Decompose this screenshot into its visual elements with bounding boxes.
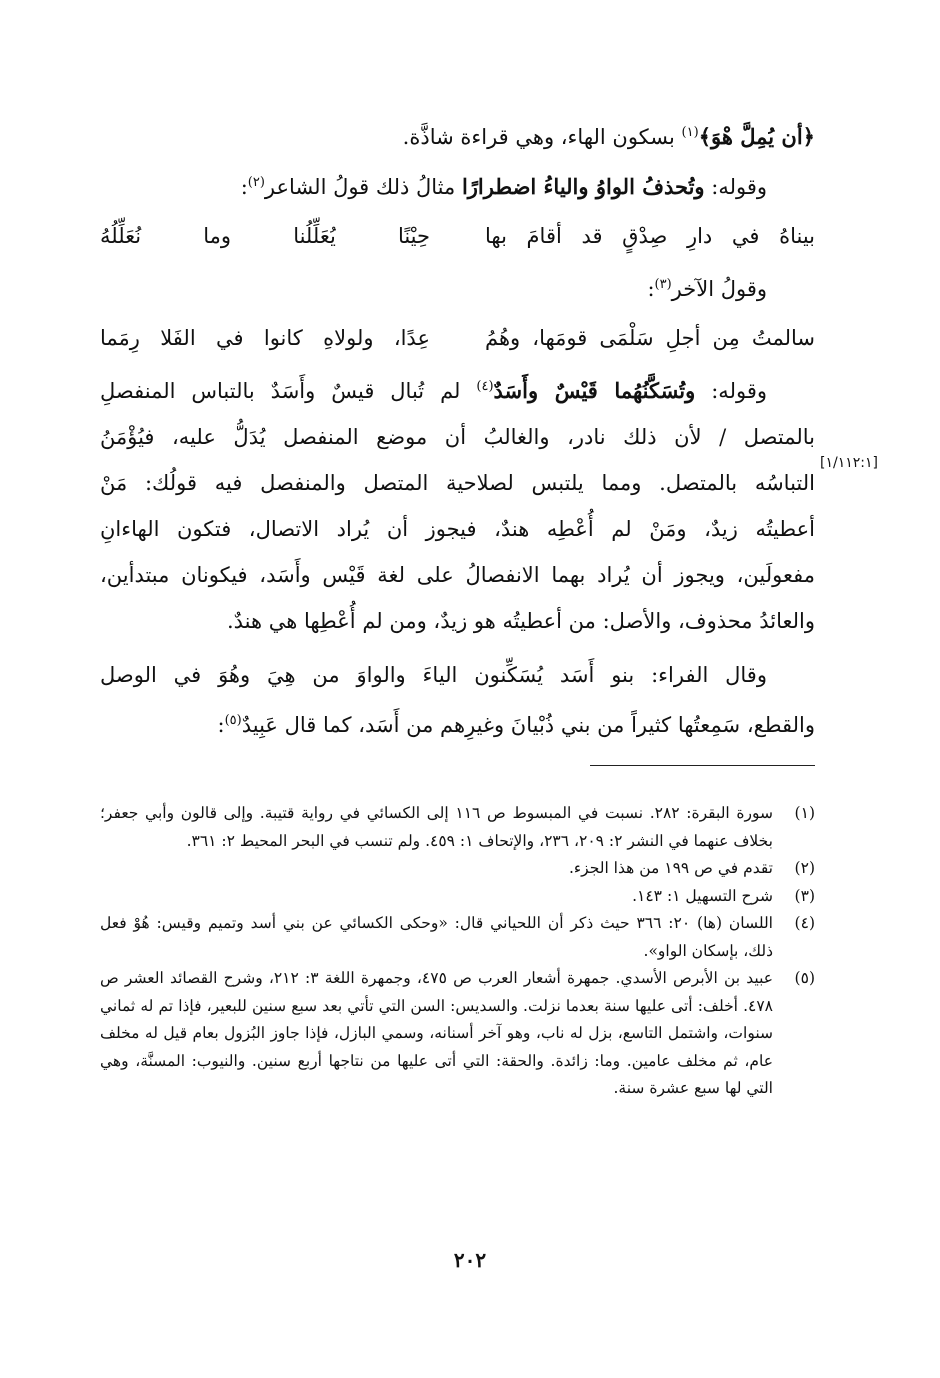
footnote <box>100 800 815 855</box>
text-span: لم تُبال قيسٌ وأَسَدٌ بالتباس المنفصلِ <box>100 379 477 403</box>
main-text <box>100 110 815 748</box>
footnote-number: (٣) <box>794 886 815 905</box>
verse-first-hemistich: سالمتُ مِن أجلِ سَلْمَى قومَها، وهُمُ <box>485 326 815 350</box>
footnote-number: (٥) <box>794 969 815 987</box>
footnote-ref: (٤) <box>476 379 494 394</box>
text-span: بسكون الهاء، وهي قراءة شاذَّة. <box>402 125 682 149</box>
footnote-text: اللسان (ها) ٢٠: ٣٦٦ حيث ذكر أن اللحياني قال: «وحكى الكسائي عن بني أسد وتميم وقيس: هُوْ فعل ذلك، بإسكان الواو». <box>100 914 773 960</box>
footnote <box>100 965 815 1103</box>
poetry-verse <box>100 312 815 364</box>
footnote-text: سورة البقرة: ٢٨٢. نسبت في المبسوط ص ١١٦ إلى الكسائي في رواية قتيبة. وإلى قالون وأبي جعفر؛ بخلاف عنهما في النشر ٢: ٢٠٩، ٢٣٦، والإتحاف ١: ٤٥٩. ولم تنسب في البحر المحيط ٢: ٣٦١. <box>100 804 774 850</box>
text-span: وقوله: <box>695 379 767 403</box>
text-line <box>100 110 815 160</box>
text-span: : <box>240 175 248 199</box>
footnote <box>100 855 815 883</box>
footnote-number: (٤) <box>794 914 815 932</box>
text-line <box>100 160 815 210</box>
footnotes <box>100 800 815 1103</box>
footnote-number: (١) <box>794 804 815 822</box>
text-span: وقوله: <box>704 175 767 199</box>
footnote-ref: (١) <box>681 125 699 140</box>
text-line: التباسُه بالمتصل. ومما يلتبس لصلاحية المتصل والمنفصل فيه قولُك: مَنْ <box>100 471 815 495</box>
footnote-text: تقدم في ص ١٩٩ من هذا الجزء. <box>568 859 773 877</box>
poetry-verse <box>100 210 815 262</box>
page-number: ٢٠٢ <box>453 1248 487 1272</box>
verse-first-hemistich: بيناهُ في دارِ صِدْقٍ قد أقامَ بها <box>485 224 815 248</box>
text-line: أعطيتُه زيدٌ، ومَنْ لم أُعْطِه هندٌ، فيجوز أن يُراد الاتصال، فتكون الهاءانِ <box>100 517 815 541</box>
footnote <box>100 910 815 965</box>
text-line <box>100 364 815 414</box>
verse-second-hemistich: عِدًا، ولولاهِ كانوا في الفَلا رِمَما <box>100 326 430 350</box>
text-line: والعائدُ محذوف، والأصل: من أعطيتُه هو زيدٌ، ومن لم أُعْطِها هي هندٌ. <box>226 609 815 633</box>
matn-quote: وتُحذفُ الواوُ والياءُ اضطرارًا <box>461 174 705 199</box>
manuscript-folio-marker: [١/١١٢:١] <box>820 455 878 471</box>
footnote-ref: (٢) <box>247 175 265 190</box>
text-span: وقولُ الآخر <box>671 277 767 301</box>
text-line <box>100 698 815 748</box>
footnote-ref: (٥) <box>224 713 242 728</box>
footnote <box>100 883 815 911</box>
text-line <box>100 262 815 312</box>
text-span: : <box>217 713 225 737</box>
text-span: والقطع، سَمِعتُها كثيراً من بني ذُبْيانَ وغيرِهم من أَسَد، كما قال عَبِيدٌ <box>241 713 815 737</box>
footnote-separator <box>590 765 815 766</box>
text-span: مثالُ ذلك قولُ الشاعر <box>264 175 462 199</box>
quran-quote: ﴿أن يُمِلَّ هْوَ﴾ <box>698 124 815 149</box>
text-line: وقال الفراء: بنو أَسَد يُسَكِّنون الياءَ والواوَ من هِيَ وهُوَ في الوصل <box>100 663 767 687</box>
footnote-number: (٢) <box>794 859 815 877</box>
matn-quote: وتُسَكَّنُهُما قَيْسٌ وأَسَدٌ <box>493 378 696 403</box>
text-line: مفعولَين، ويجوز أن يُراد بهما الانفصالُ على لغة قَيْس وأَسَد، فيكونان مبتدأين، <box>100 563 815 587</box>
footnote-text: عبيد بن الأبرص الأسدي. جمهرة أشعار العرب ص ٤٧٥، وجمهرة اللغة ٣: ٢١٢، وشرح القصائد العشر ص ٤٧٨. أخلف: أتى عليها سنة بعدما نزلت. والسديس: السن التي تأتي بعد سبع سنين للبعير، فإذا تم له ثماني سنوات، واشتمل التاسع، بزل له ناب، وهو آخر أسنانه، وسمي البازل، فإذا جاوز البُزول بعام قيل له مخلف عام، ثم مخلف عامين. وما: زائدة. والحقة: التي أتى عليها من نتاجها أربع سنين. والنيوب: المسنَّة، وهي التي لها سبع عشرة سنة. <box>100 969 773 1097</box>
footnote-ref: (٣) <box>654 277 672 292</box>
text-span: : <box>647 277 655 301</box>
text-line: بالمتصل / لأن ذلك نادر، والغالبُ أن موضع المنفصل يُدَلُّ عليه، فيُؤْمَنُ <box>100 425 815 449</box>
verse-second-hemistich: حِيْنًا يُعَلِّلُنا وما نُعَلِّلُهُ <box>100 224 430 248</box>
footnote-text: شرح التسهيل ١: ١٤٣. <box>632 886 773 905</box>
